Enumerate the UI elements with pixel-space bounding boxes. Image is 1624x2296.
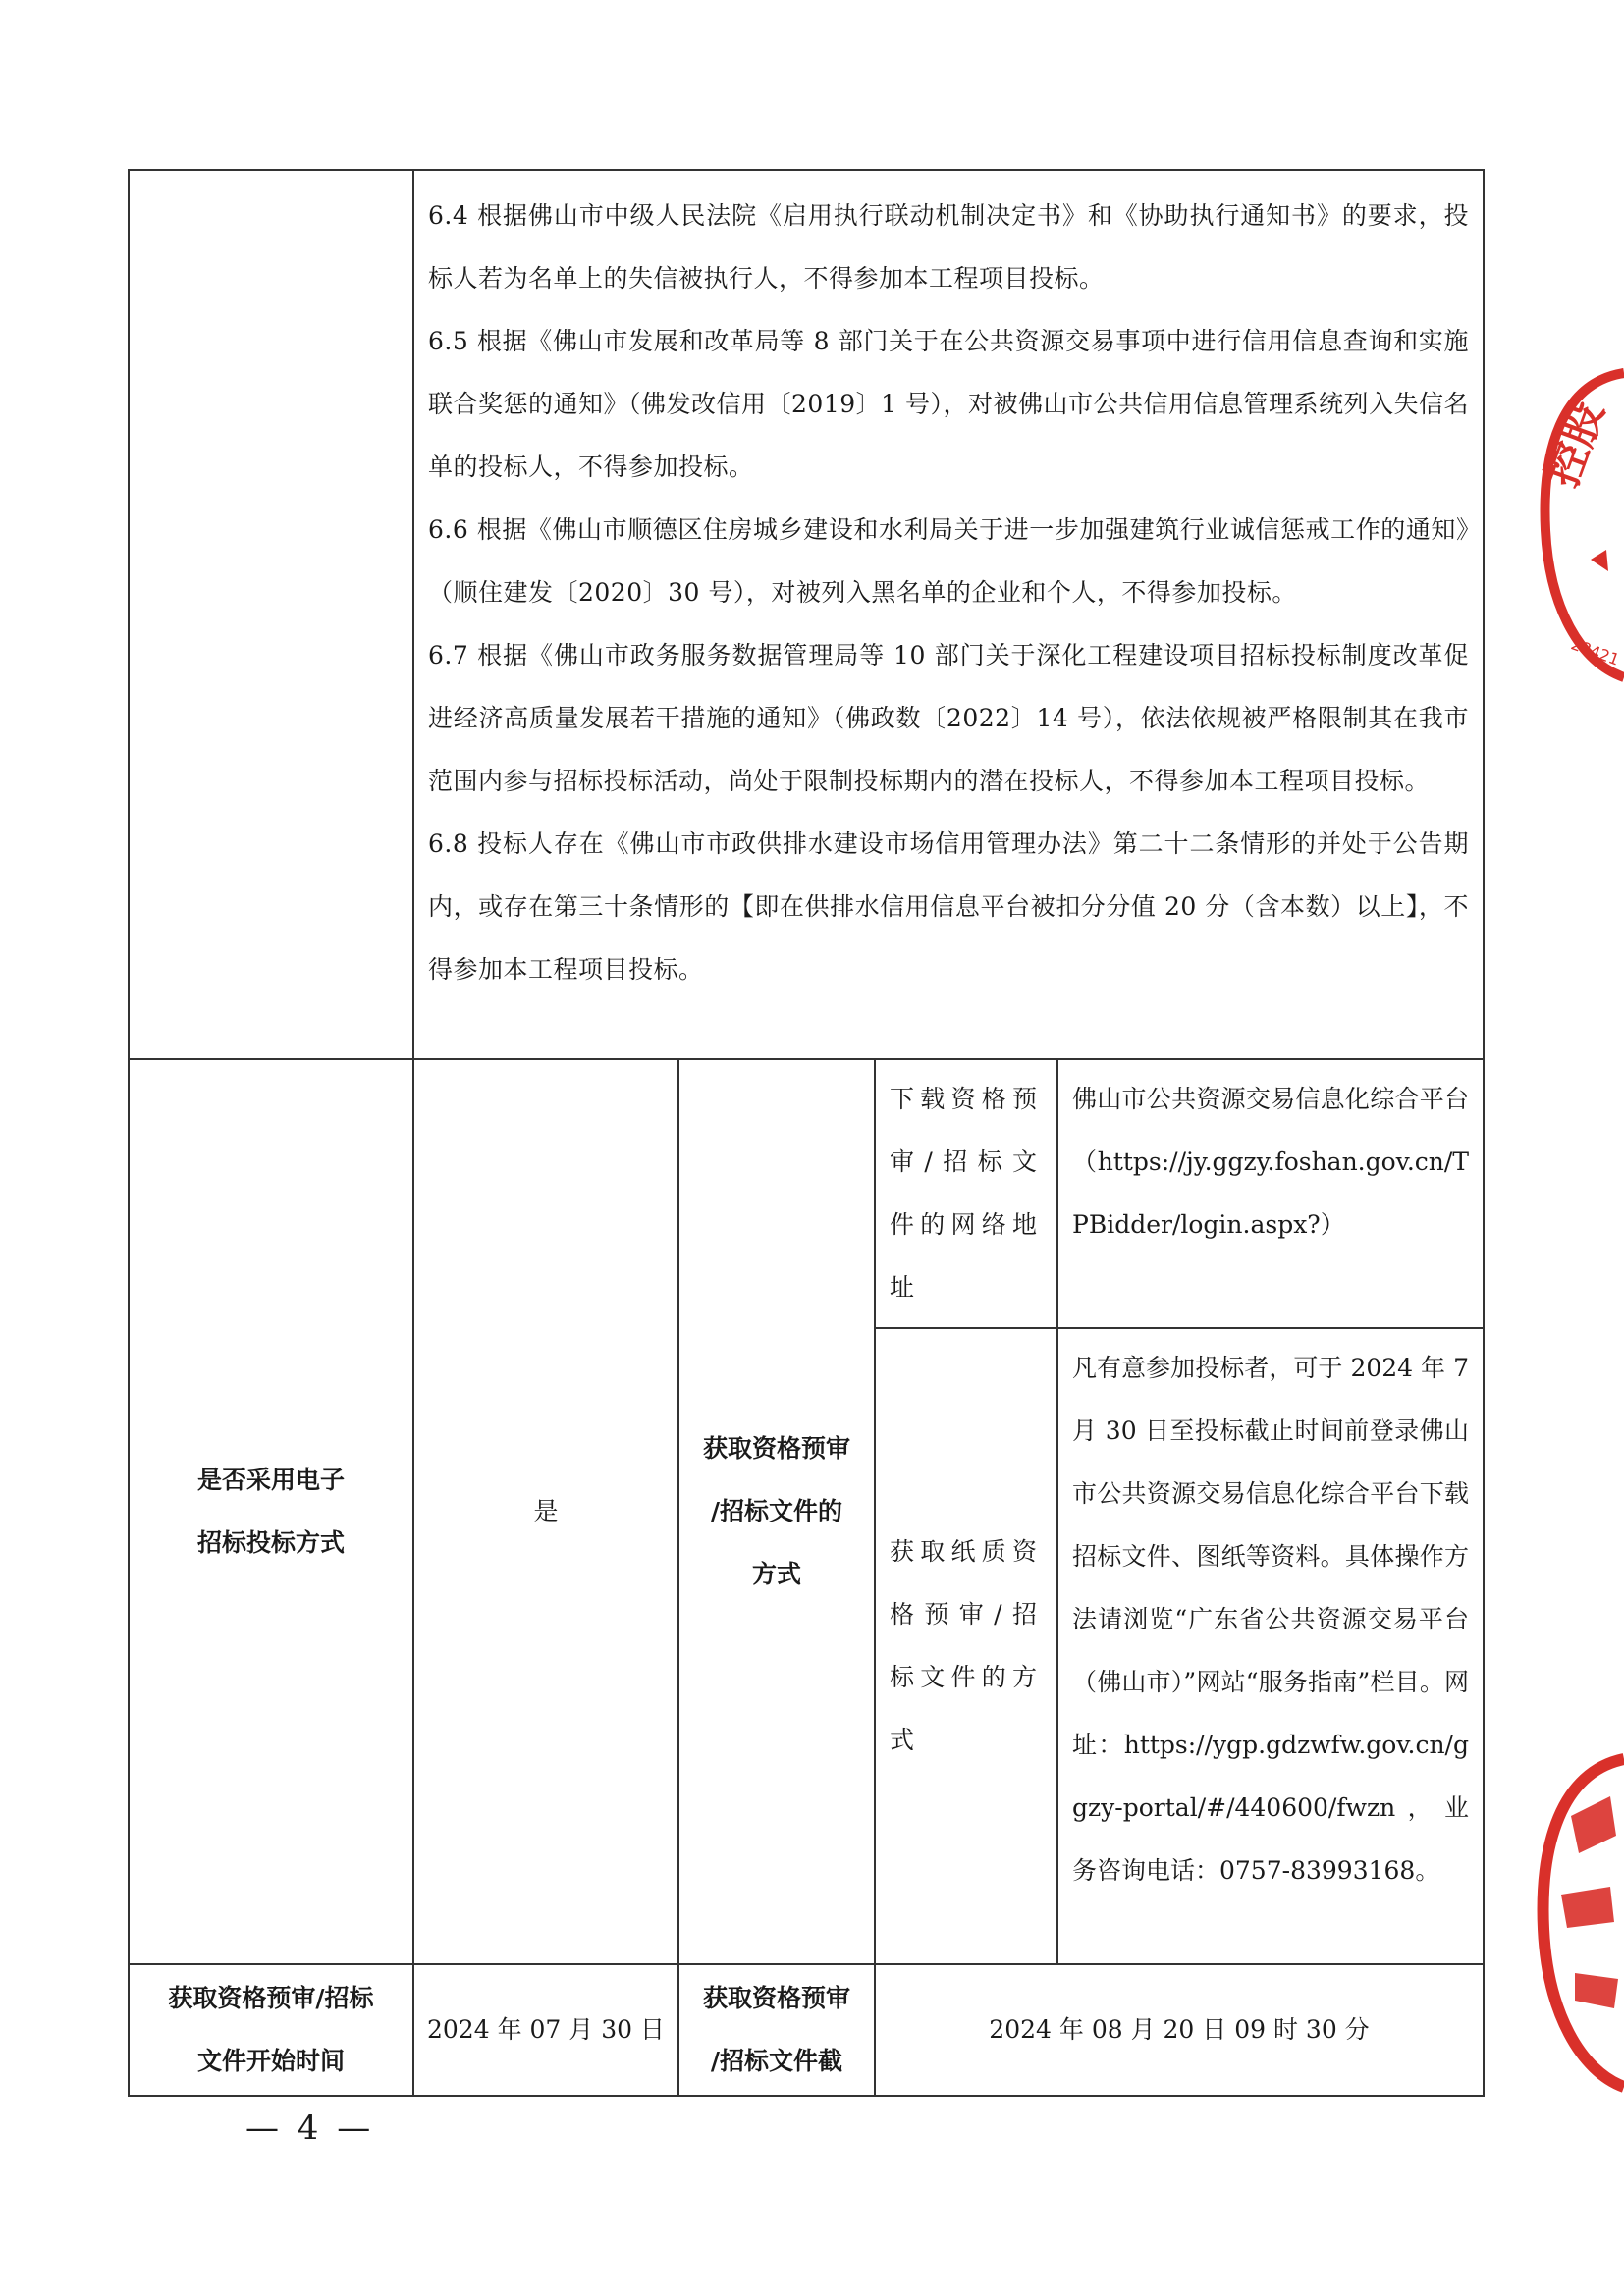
paper-method-value: 凡有意参加投标者，可于 2024 年 7 月 30 日至投标截止时间前登录佛山市公共资源交易信息化综合平台下载招标文件、图纸等资料。具体操作方法请浏览“广东省公共资源交易平台（佛山市）”网站“服务指南”栏目。网址：https://ygp.gdzwfw.gov.cn/ggzy-portal/#/440600/fwzn，业务咨询电话：0757-83993168。 xyxy=(1072,1354,1469,1885)
obtain-method-label-1: 获取资格预审 xyxy=(702,1434,850,1463)
end-time-value-cell xyxy=(875,1964,1484,2096)
seal-arc-lower xyxy=(1543,1759,1624,2087)
download-address-value-cell xyxy=(1057,1059,1484,1328)
start-time-value-cell xyxy=(413,1964,678,2096)
clause-6-7: 6.7 根据《佛山市政务服务数据管理局等 10 部门关于深化工程建设项目招标投标制度改革促进经济高质量发展若干措施的通知》（佛政数〔2022〕14 号），依法依规被严格限制其在我市范围内参与招标投标活动，尚处于限制投标期内的潜在投标人，不得参加本工程项目投标。 xyxy=(428,641,1469,795)
obtain-method-label-cell xyxy=(678,1059,875,1964)
paper-method-label-cell xyxy=(875,1328,1057,1964)
paper-method-label: 获取纸质资格预审/招标文件的方式 xyxy=(890,1537,1043,1754)
seal-number-upper: 28421 xyxy=(1568,634,1622,669)
qualification-clauses-row xyxy=(129,170,1484,1059)
clause-6-4: 6.4 根据佛山市中级人民法院《启用执行联动机制决定书》和《协助执行通知书》的要求，投标人若为名单上的失信被执行人，不得参加本工程项目投标。 xyxy=(428,201,1469,293)
electronic-method-label-2: 招标投标方式 xyxy=(196,1528,345,1557)
empty-label-cell xyxy=(129,170,413,1059)
seal-arc-upper xyxy=(1545,373,1624,677)
electronic-method-value: 是 xyxy=(533,1497,559,1525)
timing-row xyxy=(129,1964,1484,2096)
seal-text-upper: 控股 xyxy=(1537,395,1614,494)
end-time-label-2: /招标文件截 xyxy=(710,2047,843,2075)
start-time-label-1: 获取资格预审/招标 xyxy=(168,1984,374,2012)
tender-info-table xyxy=(128,169,1485,2097)
download-address-label-cell xyxy=(875,1059,1057,1328)
paper-method-value-cell xyxy=(1057,1328,1484,1964)
seal-stamp-upper xyxy=(1532,363,1624,687)
clauses-cell xyxy=(413,170,1484,1059)
download-address-value: 佛山市公共资源交易信息化综合平台（https://jy.ggzy.foshan.gov.cn/TPBidder/login.aspx?） xyxy=(1072,1085,1469,1239)
clause-6-5: 6.5 根据《佛山市发展和改革局等 8 部门关于在公共资源交易事项中进行信用信息查询和实施联合奖惩的通知》（佛发改信用〔2019〕1 号），对被佛山市公共信用信息管理系统列入失信名单的投标人，不得参加投标。 xyxy=(428,327,1469,481)
start-time-label-2: 文件开始时间 xyxy=(196,2047,345,2075)
seal-stamp-lower xyxy=(1532,1747,1624,2101)
clause-6-8: 6.8 投标人存在《佛山市市政供排水建设市场信用管理办法》第二十二条情形的并处于公告期内，或存在第三十条情形的【即在供排水信用信息平台被扣分分值 20 分（含本数）以上】，不得参加本工程项目投标。 xyxy=(428,829,1469,984)
electronic-method-label-1: 是否采用电子 xyxy=(196,1466,345,1494)
end-time-label-1: 获取资格预审 xyxy=(702,1984,850,2012)
electronic-method-label-cell xyxy=(129,1059,413,1964)
electronic-method-value-cell xyxy=(413,1059,678,1964)
seal-fill-lower xyxy=(1561,1796,1618,2008)
clause-6-6: 6.6 根据《佛山市顺德区住房城乡建设和水利局关于进一步加强建筑行业诚信惩戒工作的通知》（顺住建发〔2020〕30 号），对被列入黑名单的企业和个人，不得参加投标。 xyxy=(428,515,1469,607)
download-address-row xyxy=(129,1059,1484,1328)
seal-star-upper xyxy=(1591,550,1608,571)
download-address-label: 下载资格预审/招标文件的网络地址 xyxy=(890,1085,1043,1302)
obtain-method-label-2: /招标文件的 xyxy=(710,1497,843,1525)
start-time-label-cell xyxy=(129,1964,413,2096)
end-time-label-cell xyxy=(678,1964,875,2096)
start-time-value: 2024 年 07 月 30 日 xyxy=(427,2015,665,2044)
end-time-value: 2024 年 08 月 20 日 09 时 30 分 xyxy=(989,2015,1370,2044)
page-number: — 4 — xyxy=(245,2109,375,2148)
obtain-method-label-3: 方式 xyxy=(751,1560,801,1588)
